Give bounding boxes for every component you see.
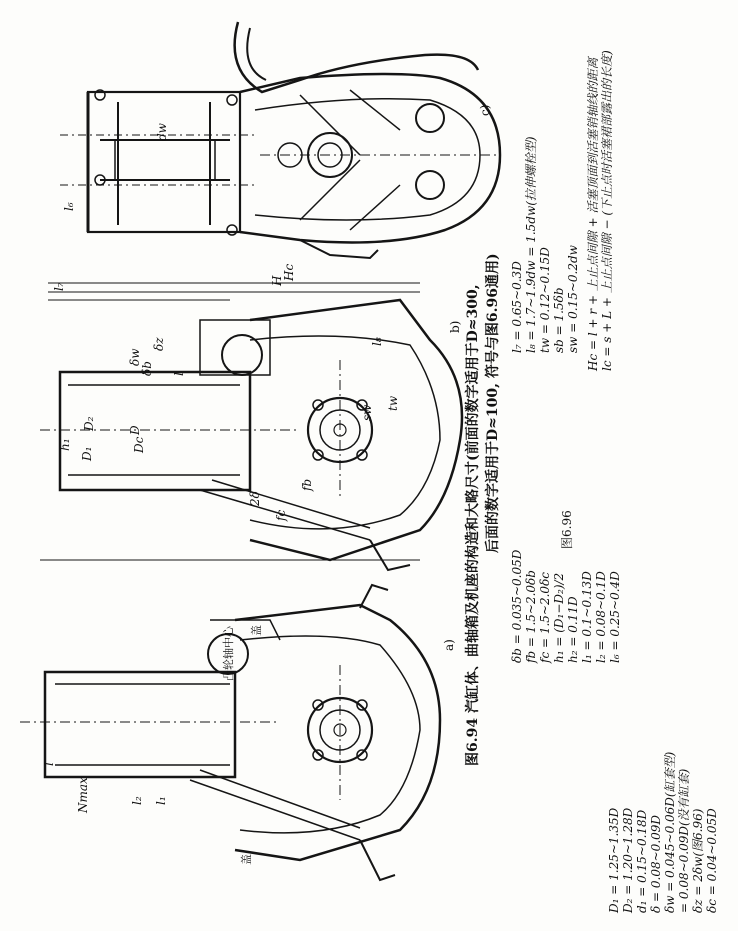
dim-b-10: 2δ bbox=[248, 491, 262, 506]
dim-b-15: δb bbox=[140, 361, 154, 376]
figure-caption-line1: 图6.94 汽缸体、曲轴箱及机座的构造和大略尺寸(前面的数字适用于D≈300, bbox=[465, 284, 481, 766]
formula-line: l₁ = 0.1~0.13D bbox=[580, 571, 594, 663]
dim-b-14: l₈ bbox=[370, 337, 384, 346]
label-cover-bottom: 盖 bbox=[240, 854, 253, 865]
label-cover-top: 盖 bbox=[250, 625, 263, 636]
formula-line: l₇ = 0.65~0.3D bbox=[510, 261, 524, 353]
formula-line: lc = s + L + 上止点间隙 − (下止点时活塞裙部露出的长度) bbox=[600, 50, 614, 371]
panel-label-b: b) bbox=[448, 320, 462, 333]
formula-line: = 0.08~0.09D(没有缸套) bbox=[677, 768, 691, 913]
panel-label-a: a) bbox=[442, 639, 456, 651]
dim-a-0: l bbox=[42, 762, 56, 766]
figure-caption-line2: 后面的数字适用于D≈100, 符号与图6.96通用) bbox=[485, 253, 501, 553]
label-camshaft-center: 凸轮轴中心 bbox=[222, 626, 235, 681]
dim-c-0: dw bbox=[155, 123, 169, 141]
formula-line: l₂ = 0.08~0.1D bbox=[594, 571, 608, 663]
formula-line: h₂ = 0.11D bbox=[566, 596, 580, 663]
formula-line: tw = 0.12~0.15D bbox=[538, 247, 552, 353]
formula-line: l₆ = 0.25~0.4D bbox=[608, 571, 622, 663]
formula-line: fb = 1.5~2.0δb bbox=[524, 570, 538, 663]
formula-line: l₈ = 1.7~1.9dw = 1.5dw(拉伸螺栓型) bbox=[524, 136, 538, 353]
dim-a-2: l₂ bbox=[130, 796, 144, 805]
dim-b-11: fc bbox=[274, 509, 288, 521]
formula-line: δ = 0.08~0.09D bbox=[649, 814, 663, 913]
dim-a-3: l₁ bbox=[154, 796, 168, 805]
formula-figure-ref: 图6.96 bbox=[560, 510, 574, 549]
dim-b-7: Hc bbox=[282, 263, 296, 281]
dim-b-0: D₁ bbox=[80, 446, 94, 461]
dim-b-2: D bbox=[128, 425, 142, 435]
formula-line: D₂ = 1.20~1.28D bbox=[621, 807, 635, 913]
dim-a-1: Nmax bbox=[76, 777, 90, 813]
dim-b-1: D₂ bbox=[82, 416, 96, 431]
dim-b-3: Dc bbox=[132, 436, 146, 453]
formula-line: δc = 0.04~0.05D bbox=[705, 808, 719, 913]
formula-line: δw = 0.045~0.06D(缸套型) bbox=[663, 751, 677, 913]
formula-line: d₁ = 0.15~0.18D bbox=[635, 809, 649, 913]
formula-line: h₁ = (D₁−D₂)/2 bbox=[552, 572, 566, 663]
dim-b-8: h₁ bbox=[58, 438, 72, 451]
formula-line: sb = 1.5δb bbox=[552, 287, 566, 353]
dim-b-18: fb bbox=[300, 478, 314, 491]
dim-b-17: δz bbox=[152, 337, 166, 351]
dim-b-4: l₇ bbox=[52, 282, 66, 291]
formula-line: δb = 0.035~0.05D bbox=[510, 549, 524, 663]
dim-b-12: tw bbox=[386, 395, 400, 411]
dim-b-16: δw bbox=[128, 348, 142, 366]
panel-label-c: c) bbox=[478, 104, 492, 116]
formula-line: fc = 1.5~2.0δc bbox=[538, 571, 552, 663]
dim-b-9: l bbox=[172, 372, 186, 376]
formula-line: δz = 2δw(图6.96) bbox=[691, 808, 705, 913]
dim-b-5: l₆ bbox=[62, 202, 76, 211]
dim-b-13: sw bbox=[360, 404, 374, 421]
formula-line: D₁ = 1.25~1.35D bbox=[607, 807, 621, 913]
formula-line: sw = 0.15~0.2dw bbox=[566, 245, 580, 353]
formula-line: Hc = l + r + 上止点间隙 + 活塞顶面到活塞销轴线的距离 bbox=[586, 57, 600, 371]
dim-b-6: H bbox=[270, 275, 284, 286]
